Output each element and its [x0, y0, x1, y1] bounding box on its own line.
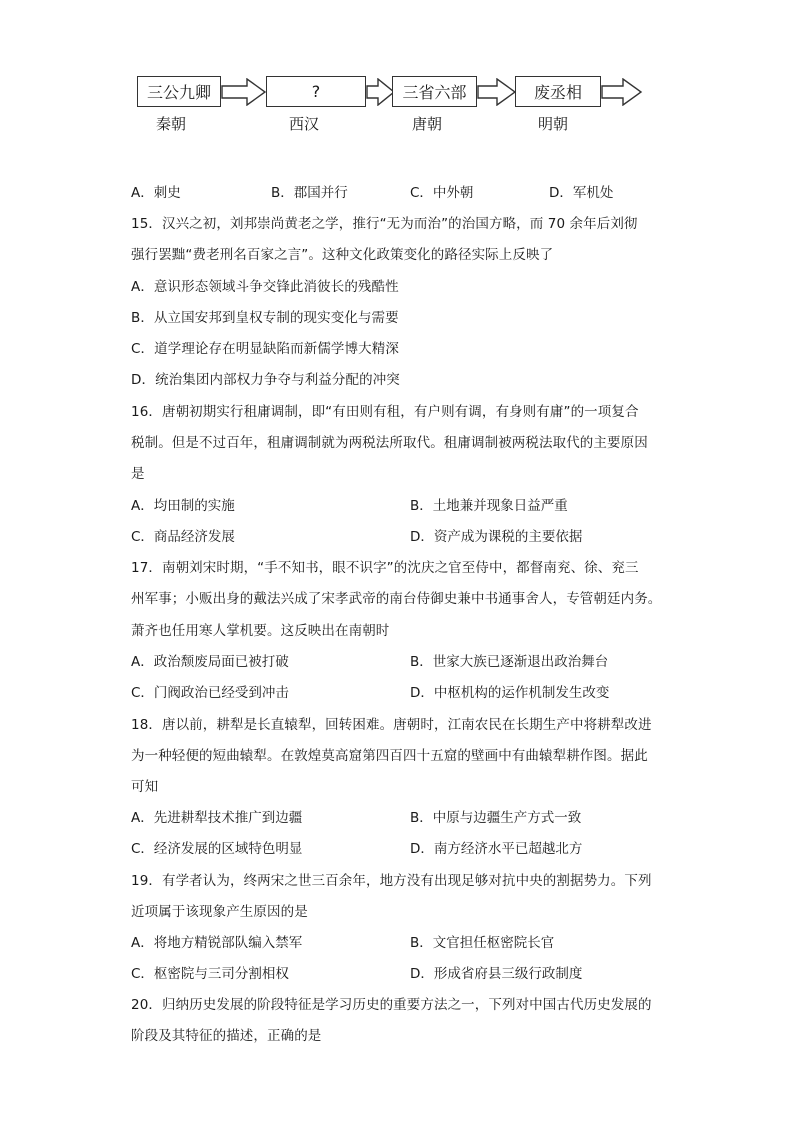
q20-stem-line: 20．归纳历史发展的阶段特征是学习历史的重要方法之一，下列对中国古代历史发展的: [131, 997, 652, 1013]
q19-option-c: C．枢密院与三司分割相权: [131, 966, 289, 982]
q14-option-b: B．郡国并行: [271, 185, 348, 201]
q14-option-a: A．刺史: [131, 185, 181, 201]
q14-option-d: D．军机处: [549, 185, 614, 201]
q19-stem-line: 19．有学者认为，终两宋之世三百余年，地方没有出现足够对抗中央的割据势力。下列: [131, 873, 652, 889]
q16-option-d: D．资产成为课税的主要依据: [410, 529, 583, 545]
q18-stem-line: 18．唐以前，耕犁是长直辕犁，回转困难。唐朝时，江南农民在长期生产中将耕犁改进: [131, 717, 652, 733]
q18-stem-line: 可知: [131, 779, 159, 795]
q16-option-a: A．均田制的实施: [131, 498, 235, 514]
evolution-diagram: [134, 72, 654, 142]
q15-option-a: A．意识形态领域斗争交锋此消彼长的残酷性: [131, 279, 399, 295]
q15-option-d: D．统治集团内部权力争夺与利益分配的冲突: [131, 372, 400, 388]
q17-option-d: D．中枢机构的运作机制发生改变: [410, 685, 610, 701]
q16-stem-line: 16．唐朝初期实行租庸调制，即“有田则有租，有户则有调，有身则有庸”的一项复合: [131, 404, 639, 420]
q19-option-b: B．文官担任枢密院长官: [410, 935, 555, 951]
dynasty-label: 秦朝: [156, 115, 187, 133]
q17-stem-line: 17．南朝刘宋时期，“手不知书，眼不识字”的沈庆之官至侍中，都督南兖、徐、兖三: [131, 560, 639, 576]
q19-option-d: D．形成省府县三级行政制度: [410, 966, 583, 982]
q19-option-a: A．将地方精锐部队编入禁军: [131, 935, 303, 951]
q16-stem-line: 是: [131, 466, 145, 482]
arrow-icon: [601, 78, 643, 106]
diagram-box-ming: 废丞相: [515, 76, 601, 107]
diagram-box-qin: 三公九卿: [137, 76, 221, 107]
q19-stem-line: 近项属于该现象产生原因的是: [131, 904, 308, 920]
q17-option-b: B．世家大族已逐渐退出政治舞台: [410, 654, 609, 670]
dynasty-label: 西汉: [289, 115, 320, 133]
q16-option-b: B．土地兼并现象日益严重: [410, 498, 568, 514]
q20-stem-line: 阶段及其特征的描述，正确的是: [131, 1028, 322, 1044]
q16-stem-line: 税制。但是不过百年，租庸调制就为两税法所取代。租庸调制被两税法取代的主要原因: [131, 435, 648, 451]
q15-option-c: C．道学理论存在明显缺陷而新儒学博大精深: [131, 341, 399, 357]
q15-stem-line: 强行罢黜“费老刑名百家之言”。这种文化政策变化的路径实际上反映了: [131, 247, 554, 263]
q15-option-b: B．从立国安邦到皇权专制的现实变化与需要: [131, 310, 399, 326]
q17-option-a: A．政治颓废局面已被打破: [131, 654, 289, 670]
dynasty-label: 唐朝: [412, 115, 443, 133]
diagram-box-tang: 三省六部: [392, 76, 477, 107]
q17-stem-line: 州军事；小贩出身的戴法兴成了宋孝武帝的南台侍御史兼中书通事舍人，专管朝廷内务。: [131, 591, 662, 607]
q18-stem-line: 为一种轻便的短曲辕犁。在敦煌莫高窟第四百四十五窟的壁画中有曲辕犁耕作图。据此: [131, 748, 648, 764]
q15-stem-line: 15．汉兴之初，刘邦崇尚黄老之学，推行“无为而治”的治国方略，而 70 余年后刘彻: [131, 216, 638, 232]
diagram-box-xihan: ?: [266, 76, 366, 107]
q14-option-c: C．中外朝: [410, 185, 474, 201]
q18-option-a: A．先进耕犁技术推广到边疆: [131, 810, 303, 826]
arrow-icon: [221, 78, 267, 106]
dynasty-label: 明朝: [538, 115, 569, 133]
q18-option-d: D．南方经济水平已超越北方: [410, 841, 583, 857]
q18-option-c: C．经济发展的区域特色明显: [131, 841, 303, 857]
arrow-icon: [477, 78, 517, 106]
q16-option-c: C．商品经济发展: [131, 529, 235, 545]
q17-option-c: C．门阀政治已经受到冲击: [131, 685, 289, 701]
q18-option-b: B．中原与边疆生产方式一致: [410, 810, 582, 826]
q17-stem-line: 萧齐也任用寒人掌机要。这反映出在南朝时: [131, 623, 390, 639]
